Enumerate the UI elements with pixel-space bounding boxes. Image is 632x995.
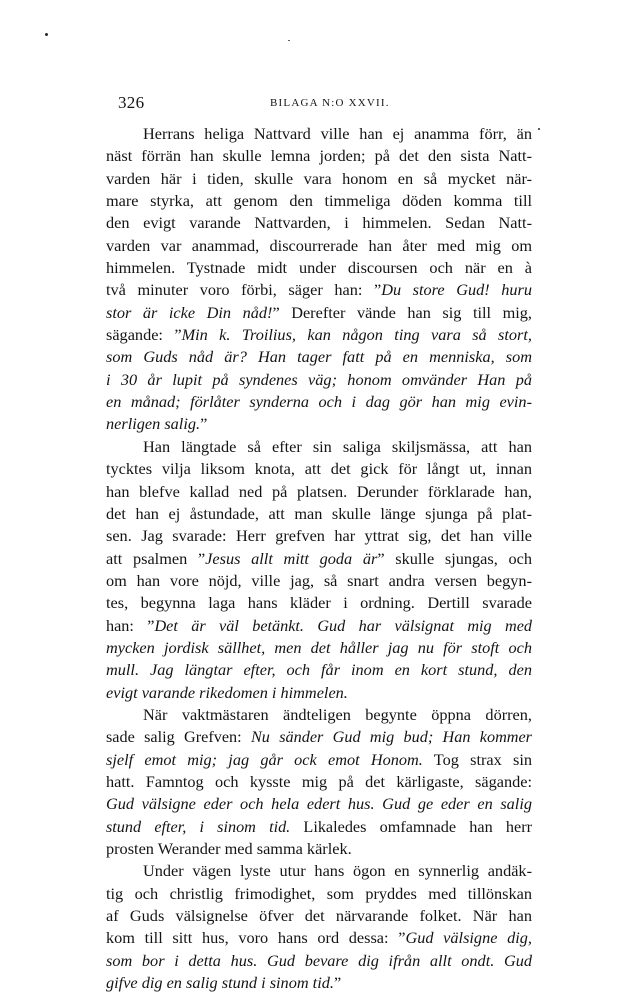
text-line [106, 481, 532, 503]
ink-speck [288, 40, 290, 41]
text-line [106, 123, 532, 145]
text-segment: den evigt varande Nattvarden, i himmelen. Sedan Natt- [106, 213, 532, 233]
text-line [106, 548, 532, 570]
text-line [106, 168, 532, 190]
text-segment: När vaktmästaren ändteligen begynte öppna dörren, [143, 704, 532, 724]
ink-speck [538, 128, 540, 130]
italic-text-segment: stund efter, i sinom tid. [106, 817, 291, 836]
text-segment: varden här i tiden, skulle vara honom en så mycket när- [106, 168, 532, 188]
text-segment: sen. Jag svarade: Herr grefven har yttrat sig, det han ville [106, 526, 532, 546]
text-line [106, 436, 532, 458]
text-segment: prosten Werander med samma kärlek. [106, 839, 352, 858]
italic-text-segment: nerligen salig. [106, 414, 201, 434]
text-segment: tycktes vilja liksom knota, att det gick för långt ut, innan [106, 459, 532, 479]
text-line [106, 793, 532, 815]
text-segment: sägande: ” [106, 325, 182, 345]
text-line [106, 615, 532, 637]
text-line [106, 212, 532, 234]
text-segment: om han vore nöjd, ville jag, så snart andra versen begyn- [106, 570, 532, 590]
text-line [106, 503, 532, 525]
text-line [106, 659, 532, 681]
text-line [106, 972, 532, 994]
text-segment: det han ej åstundade, att man skulle länge sjunga på plat- [106, 503, 532, 523]
italic-text-segment: Nu sänder Gud mig bud; Han kommer [250, 728, 532, 747]
running-head: BILAGA N:O XXVII. [270, 97, 390, 109]
text-segment: Under vägen lyste utur hans ögon en synnerlig andäk- [143, 861, 532, 881]
text-line [106, 570, 532, 592]
italic-text-segment: Jesus allt mitt goda är [205, 548, 378, 568]
text-segment: af Guds välsignelse öfver det närvarande folket. När han [106, 906, 532, 926]
text-line [106, 838, 532, 860]
italic-text-segment: i 30 år lupit på syndenes väg; honom omvänder Han på [106, 369, 532, 389]
text-segment: himmelen. Tystnade midt under discoursen och när en à [106, 258, 532, 278]
text-line [106, 726, 532, 748]
body-text [106, 123, 532, 994]
text-line [106, 950, 532, 972]
text-line [106, 927, 532, 949]
text-segment: sade salig Grefven: [106, 728, 251, 747]
text-segment: mare styrka, att genom den timmeliga döden komma till [106, 191, 532, 211]
text-segment: ” Derefter vände han sig till mig, [272, 302, 532, 322]
text-segment: två minuter voro förbi, säger han: ” [106, 280, 382, 300]
text-segment: Han längtade så efter sin saliga skiljsmässa, att han [143, 436, 532, 456]
text-segment: Herrans heliga Nattvard ville han ej anamma förr, än [143, 124, 532, 143]
text-line [106, 860, 532, 882]
italic-text-segment: Du store Gud! huru [381, 280, 532, 300]
text-line [106, 682, 532, 704]
italic-text-segment: en månad; förlåter synderna och i dag gör han mig evin- [106, 392, 532, 412]
italic-text-segment: Gud välsigne dig, [405, 928, 532, 948]
text-segment: tes, begynna laga hans kläder i ordning. Dertill svarade [106, 593, 532, 613]
text-segment: hatt. Famntog och kysste mig på det kärligaste, sägande: [106, 771, 532, 791]
text-segment: att psalmen ” [106, 548, 206, 568]
text-segment: han blefve kallad ned på platsen. Derunder förklarade han, [106, 481, 532, 501]
text-line [106, 279, 532, 301]
page-number: 326 [118, 93, 145, 112]
text-segment: kom till sitt hus, voro hans ord dessa: ” [106, 928, 406, 948]
italic-text-segment: gifve dig en salig stund i sinom tid. [106, 973, 334, 993]
text-segment: tig och christlig frimodighet, som pryddes med tillönskan [106, 883, 532, 903]
text-line [106, 324, 532, 346]
italic-text-segment: Det är väl betänkt. Gud har välsignat mig med [154, 616, 533, 635]
text-segment: ” [333, 973, 342, 993]
text-segment: varden var anammad, discourrerade han åter med mig om [106, 235, 532, 255]
text-line [106, 369, 532, 391]
italic-text-segment: sjelf emot mig; jag går ock emot Honom. [106, 749, 423, 769]
text-line [106, 704, 532, 726]
ink-speck [45, 33, 48, 36]
italic-text-segment: mycken jordisk sällhet, men det håller jag nu för stoft och [106, 637, 532, 657]
text-line [106, 592, 532, 614]
text-line [106, 235, 532, 257]
text-line [106, 637, 532, 659]
italic-text-segment: evigt varande rikedomen i himmelen. [106, 682, 348, 702]
text-line [106, 302, 532, 324]
italic-text-segment: som bor i detta hus. Gud bevare dig ifrån allt ondt. Gud [106, 950, 532, 970]
italic-text-segment: mull. Jag längtar efter, och får inom en kort stund, den [106, 660, 532, 680]
text-line [106, 905, 532, 927]
text-line [106, 816, 532, 838]
text-line [106, 749, 532, 771]
text-line [106, 346, 532, 368]
italic-text-segment: Gud välsigne eder och hela edert hus. Gud ge eder en salig [106, 794, 532, 814]
text-line [106, 391, 532, 413]
text-line [106, 257, 532, 279]
text-line [106, 413, 532, 435]
text-segment: ” [200, 414, 208, 434]
italic-text-segment: som Guds nåd är? Han tager fatt på en menniska, som [106, 347, 532, 367]
text-segment: Likaledes omfamnade han herr [290, 817, 532, 836]
text-segment: han: ” [106, 616, 155, 635]
text-line [106, 190, 532, 212]
text-line [106, 771, 532, 793]
text-line [106, 145, 532, 167]
text-segment: näst förrän han skulle lemna jorden; på det den sista Natt- [106, 146, 532, 166]
text-segment: Tog strax sin [422, 749, 532, 769]
page-header [118, 93, 528, 115]
italic-text-segment: stor är icke Din nåd! [106, 302, 273, 322]
italic-text-segment: Min k. Troilius, kan någon ting vara så stort, [181, 325, 532, 345]
text-line [106, 458, 532, 480]
text-line [106, 525, 532, 547]
text-segment: ” skulle sjungas, och [377, 548, 532, 568]
text-line [106, 883, 532, 905]
